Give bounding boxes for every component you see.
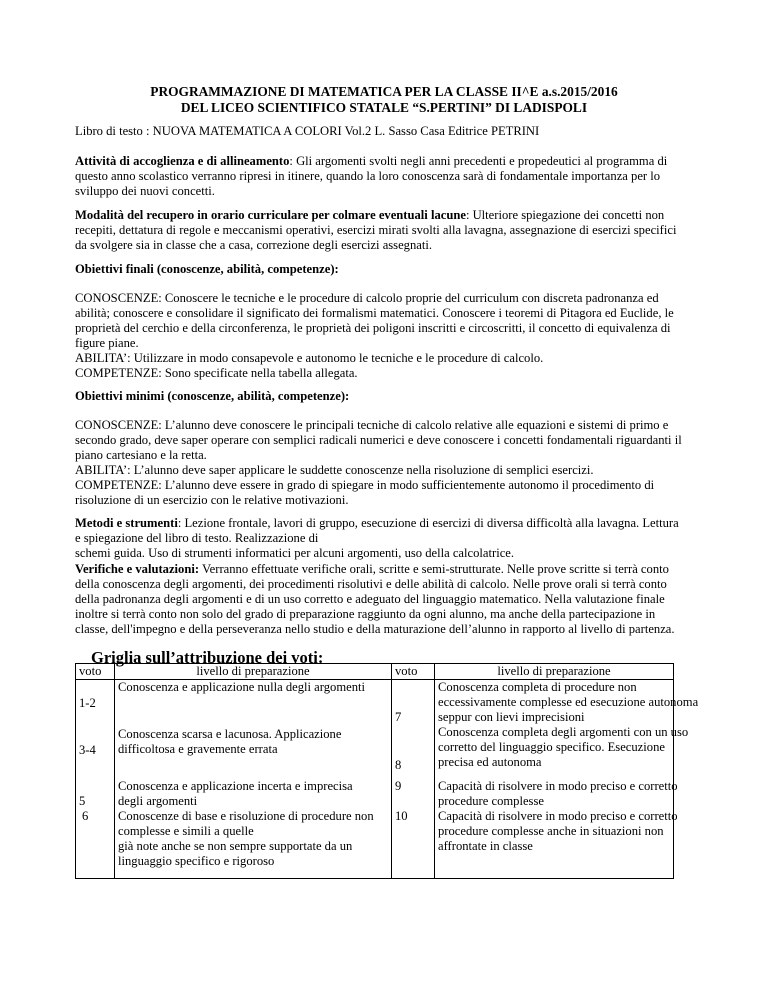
livello-desc-line: linguaggio specifico e rigoroso <box>118 854 275 869</box>
obiettivi-minimi-paragraph <box>75 418 693 509</box>
livello-desc-line: Conoscenze di base e risoluzione di procedure non <box>118 809 374 824</box>
obiettivi-minimi-line: piano cartesiano e la retta. <box>75 448 207 463</box>
obiettivi-finali-line: CONOSCENZE: Conoscere le tecniche e le procedure di calcolo proprie del curriculum con discreta padronanza ed <box>75 291 659 305</box>
voto-cell: 6 <box>82 809 89 824</box>
metodi-text-2: e spiegazione del libro di testo. Realizzazione di <box>75 531 319 546</box>
livello-desc-line: Conoscenza e applicazione incerta e imprecisa <box>118 779 353 794</box>
accoglienza-text-2: questo anno scolastico verranno ripresi in itinere, quando la loro conoscenza sarà di fondamentale importanza per lo <box>75 169 661 184</box>
metodi-label: Metodi e strumenti <box>75 516 178 530</box>
livello-desc-line: degli argomenti <box>118 794 198 809</box>
voto-cell: 7 <box>395 710 402 725</box>
obiettivi-minimi-heading: Obiettivi minimi (conoscenze, abilità, competenze): <box>75 389 350 403</box>
livello-desc-line: Conoscenza scarsa e lacunosa. Applicazione <box>118 727 342 742</box>
livello-desc-line: Capacità di risolvere in modo preciso e corretto <box>438 779 678 794</box>
recupero-paragraph <box>75 208 693 253</box>
obiettivi-minimi-line: CONOSCENZE: L’alunno deve conoscere le principali tecniche di calcolo relative alle equazioni e sistemi di primo e <box>75 418 669 432</box>
title-line-1: PROGRAMMAZIONE DI MATEMATICA PER LA CLASSE II^E a.s.2015/2016 <box>150 84 618 99</box>
livello-desc-line: Capacità di risolvere in modo preciso e corretto <box>438 809 678 824</box>
griglia-heading: Griglia sull’attribuzione dei voti: <box>91 648 324 667</box>
verifiche-text-2: della conoscenza degli argomenti, dei procedimenti risolutivi e delle abilità di calcolo. Nelle prove orali si terrà conto <box>75 577 667 592</box>
header-voto-right: voto <box>392 664 435 680</box>
livello-desc-line: procedure complesse anche in situazioni non <box>438 824 664 839</box>
livello-desc-line: seppur con lievi imprecisioni <box>438 710 585 725</box>
accoglienza-label: Attività di accoglienza e di allineamento <box>75 154 290 168</box>
obiettivi-finali-line: abilità; conoscere e consolidare il significato dei formalismi matematici. Conoscere i teoremi di Pitagora ed Euclide, le <box>75 306 674 321</box>
obiettivi-minimi-line: risoluzione di un esercizio con le relative motivazioni. <box>75 493 349 508</box>
livello-desc-line: Conoscenza completa degli argomenti con un uso <box>438 725 689 740</box>
document-title <box>0 84 768 115</box>
header-livello-left: livello di preparazione <box>115 664 392 680</box>
voto-cell: 10 <box>395 809 408 824</box>
recupero-label: Modalità del recupero in orario curriculare per colmare eventuali lacune <box>75 208 466 222</box>
verifiche-paragraph <box>75 562 693 637</box>
metodi-text-3: schemi guida. Uso di strumenti informatici per alcuni argomenti, uso della calcolatrice. <box>75 546 515 561</box>
voto-cell: 1-2 <box>79 696 96 711</box>
voto-cell: 3-4 <box>79 743 96 758</box>
obiettivi-minimi-line: ABILITA’: L’alunno deve saper applicare le suddette conoscenze nella risoluzione di semplici esercizi. <box>75 463 594 478</box>
table-header-row <box>76 664 674 680</box>
accoglienza-text-3: sviluppo dei nuovi concetti. <box>75 184 215 199</box>
livello-desc-line: eccessivamente complesse ed esecuzione autonoma <box>438 695 699 710</box>
header-livello-right: livello di preparazione <box>435 664 674 680</box>
obiettivi-finali-line: proprietà del cerchio e della circonferenza, le proprietà dei poligoni inscritti e circoscritti, il concetto di equivalenza di <box>75 321 671 336</box>
verifiche-text-5: classe, dell'impegno e della perseveranza nello studio e della maturazione dell’alunno in rapporto al livello di partenza. <box>75 622 675 637</box>
livello-desc-line: affrontate in classe <box>438 839 533 854</box>
voto-cell: 5 <box>79 794 86 809</box>
livello-desc-line: Conoscenza completa di procedure non <box>438 680 637 695</box>
livello-desc-line: complesse e simili a quelle <box>118 824 254 839</box>
title-line-2: DEL LICEO SCIENTIFICO STATALE “S.PERTINI” DI LADISPOLI <box>180 99 588 115</box>
accoglienza-paragraph <box>75 154 693 199</box>
verifiche-text-3: della padronanza degli argomenti e di un uso corretto e adeguato del linguaggio matematico. Nella valutazione finale <box>75 592 665 607</box>
header-voto-left: voto <box>76 664 115 680</box>
accoglienza-text-1: : Gli argomenti svolti negli anni precedenti e propedeutici al programma di <box>289 154 668 168</box>
obiettivi-finali-line: COMPETENZE: Sono specificate nella tabella allegata. <box>75 366 358 381</box>
obiettivi-minimi-line: secondo grado, deve saper operare con semplici radicali numerici e deve conoscere i concetti fondamentali riguardanti il <box>75 433 682 448</box>
metodi-paragraph <box>75 516 693 561</box>
livello-desc-line: precisa ed autonoma <box>438 755 542 770</box>
livello-desc-line: corretto del linguaggio specifico. Esecuzione <box>438 740 665 755</box>
table-row <box>76 680 674 879</box>
obiettivi-finali-heading: Obiettivi finali (conoscenze, abilità, competenze): <box>75 262 339 276</box>
voto-cell: 9 <box>395 779 402 794</box>
livello-desc-line: difficoltosa e gravemente errata <box>118 742 278 757</box>
obiettivi-finali-line: figure piane. <box>75 336 139 351</box>
livello-desc-line: già note anche se non sempre supportate da un <box>118 839 353 854</box>
metodi-text-1: : Lezione frontale, lavori di gruppo, esecuzione di esercizi di diversa difficoltà alla lavagna. Lettura <box>177 516 679 530</box>
verifiche-label: Verifiche e valutazioni: <box>75 562 200 576</box>
recupero-text-2: recepiti, dettatura di regole e meccanismi operativi, esercizi mirati svolti alla lavagna, assegnazione di esercizi specifici <box>75 223 677 238</box>
verifiche-text-1: Verranno effettuate verifiche orali, scritte e semi-strutturate. Nelle prove scritte si terrà conto <box>199 562 669 576</box>
obiettivi-finali-paragraph <box>75 291 693 382</box>
grade-table <box>75 663 699 879</box>
livello-desc-line: procedure complesse <box>438 794 544 809</box>
recupero-text-1: : Ulteriore spiegazione dei concetti non <box>465 208 665 222</box>
recupero-text-3: da svolgere sia in classe che a casa, correzione degli esercizi assegnati. <box>75 238 433 253</box>
verifiche-text-4: inoltre si terrà conto non solo del grado di preparazione raggiunto da ogni alunno, ma anche della partecipazione in <box>75 607 656 622</box>
textbook-line: Libro di testo : NUOVA MATEMATICA A COLORI Vol.2 L. Sasso Casa Editrice PETRINI <box>75 124 540 138</box>
obiettivi-finali-line: ABILITA’: Utilizzare in modo consapevole e autonomo le tecniche e le procedure di calcolo. <box>75 351 544 366</box>
obiettivi-minimi-line: COMPETENZE: L’alunno deve essere in grado di spiegare in modo sufficientemente autonomo il procedimento di <box>75 478 655 493</box>
livello-desc-line: Conoscenza e applicazione nulla degli argomenti <box>118 680 366 695</box>
voto-cell: 8 <box>395 758 402 773</box>
